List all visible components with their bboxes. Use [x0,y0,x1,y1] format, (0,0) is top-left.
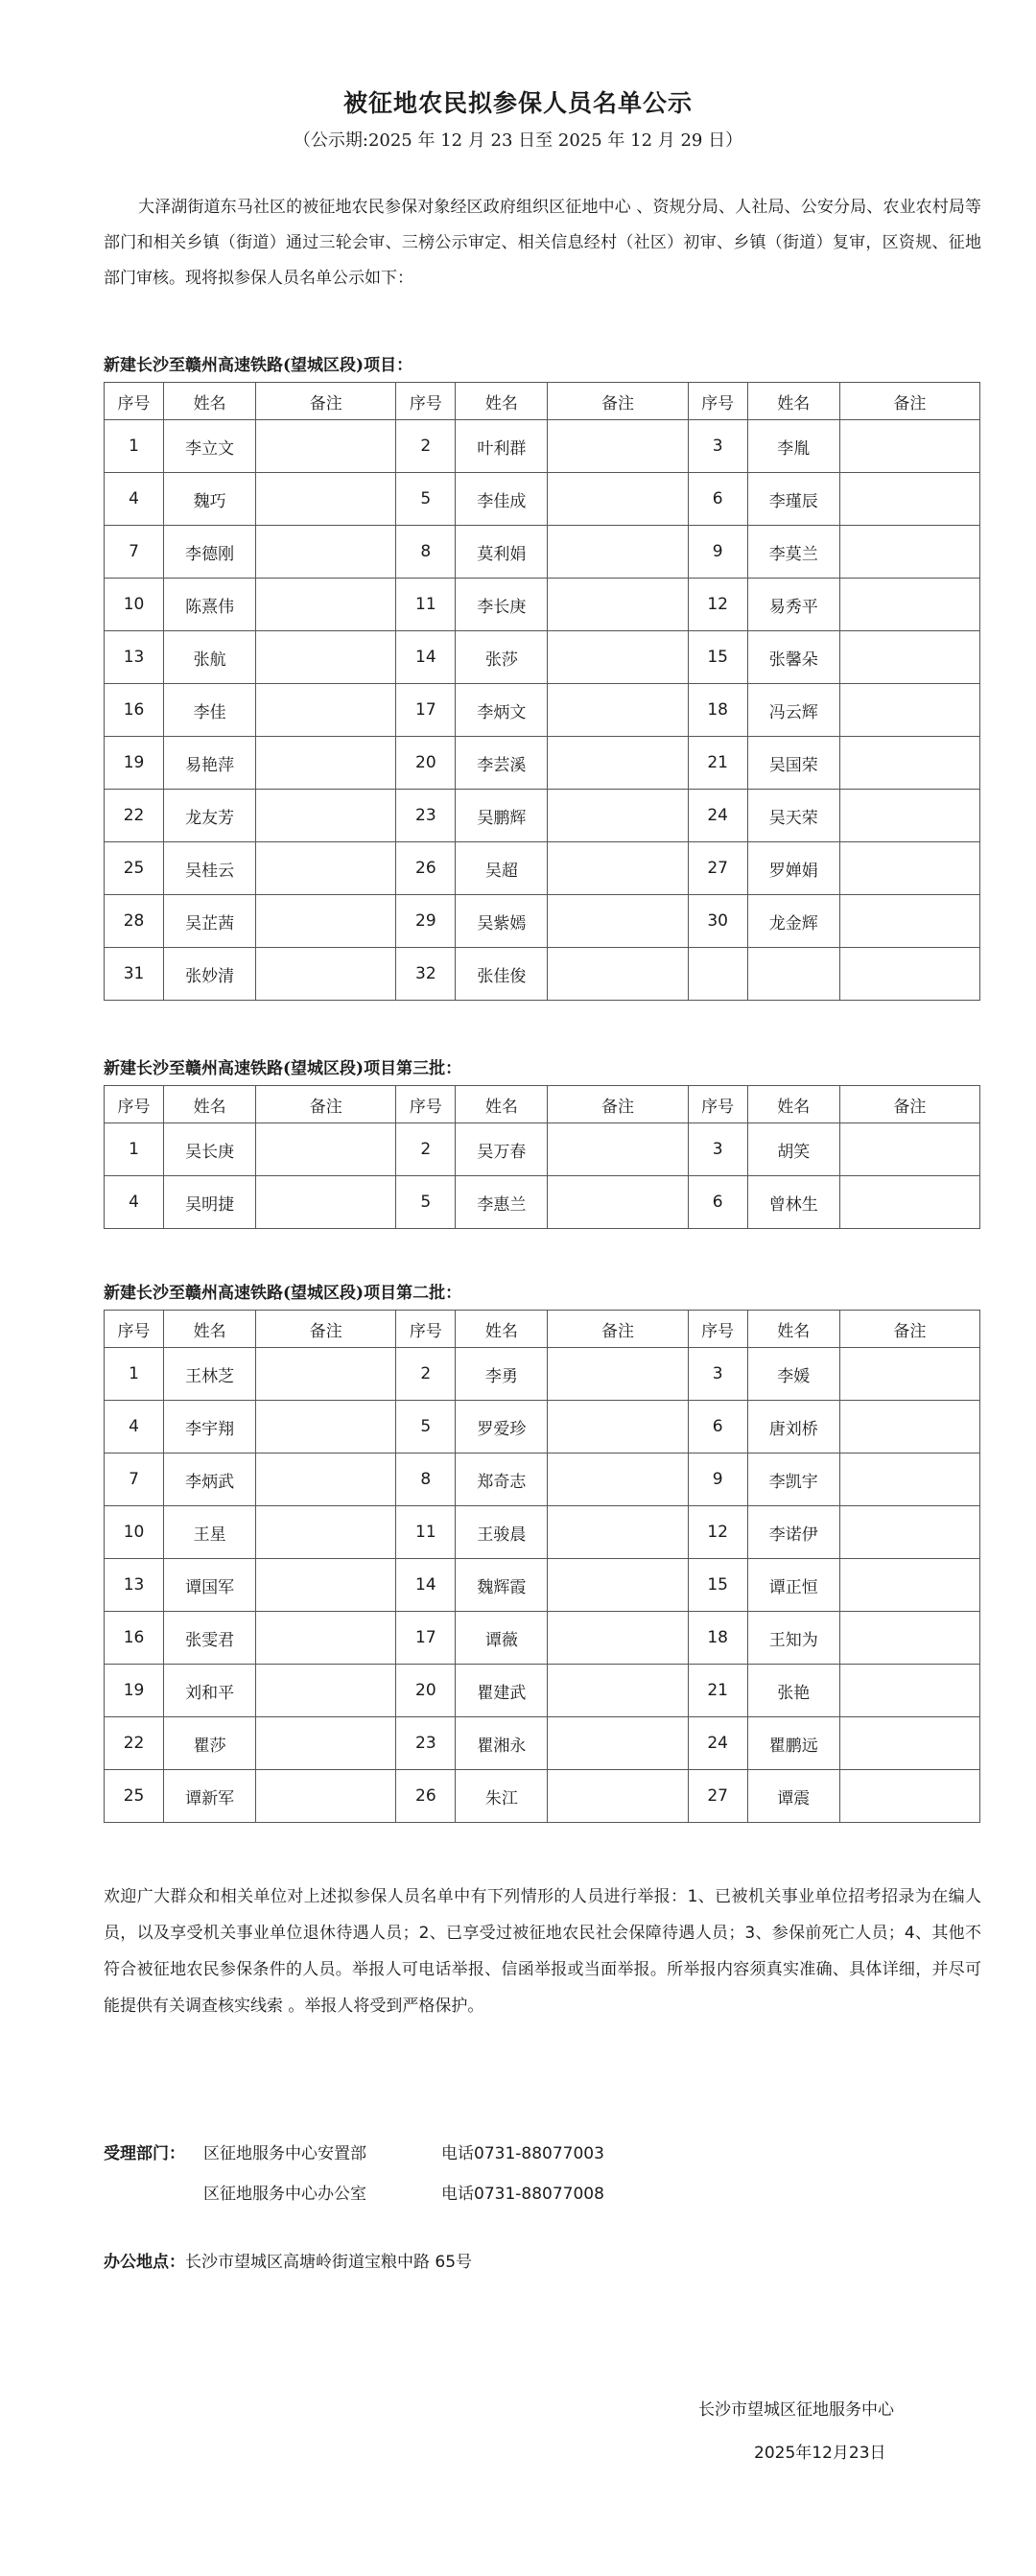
cell-note [839,1401,979,1453]
header-name: 姓名 [164,383,256,420]
cell-no: 23 [396,1717,456,1770]
cell-note [839,790,979,842]
cell-note [839,842,979,895]
department-phone: 电话0731-88077008 [441,2185,604,2204]
section-title-second-batch: 新建长沙至赣州高速铁路(望城区段)项目第二批： [104,1284,462,1303]
cell-note [839,948,979,1001]
issue-date: 2025年12月23日 [754,2444,886,2463]
cell-name: 张航 [164,631,256,684]
cell-no: 11 [396,579,456,631]
cell-note [839,420,979,473]
table-row [105,1770,980,1823]
header-name: 姓名 [164,1311,256,1348]
cell-no [688,948,747,1001]
contact-label: 受理部门： [104,2144,185,2163]
cell-note [548,1612,688,1665]
cell-name: 易秀平 [747,579,839,631]
cell-no: 6 [688,1176,747,1229]
cell-name: 王星 [164,1506,256,1559]
cell-note [256,1506,396,1559]
cell-note [256,842,396,895]
table-row [105,526,980,579]
cell-name: 易艳萍 [164,737,256,790]
cell-name: 李瑾辰 [747,473,839,526]
table-row [105,1176,980,1229]
cell-no: 17 [396,684,456,737]
cell-name: 冯云辉 [747,684,839,737]
cell-note [256,1717,396,1770]
cell-name: 吴超 [456,842,548,895]
table-header-row [105,1311,980,1348]
cell-no: 19 [105,737,164,790]
cell-note [256,473,396,526]
cell-name: 瞿莎 [164,1717,256,1770]
header-no: 序号 [396,1086,456,1123]
cell-name: 李凯宇 [747,1453,839,1506]
cell-no: 15 [688,631,747,684]
cell-name: 吴万春 [456,1123,548,1176]
cell-note [548,1665,688,1717]
cell-no: 21 [688,1665,747,1717]
office-label: 办公地点： [104,2253,185,2272]
cell-no: 6 [688,1401,747,1453]
cell-no: 16 [105,684,164,737]
cell-name [747,948,839,1001]
table-row [105,420,980,473]
cell-no: 28 [105,895,164,948]
header-name: 姓名 [456,1086,548,1123]
cell-note [548,737,688,790]
cell-name: 吴鹏辉 [456,790,548,842]
cell-note [256,1348,396,1401]
cell-note [839,1665,979,1717]
cell-note [548,526,688,579]
table-row [105,1612,980,1665]
cell-note [256,1612,396,1665]
cell-note [839,1770,979,1823]
header-name: 姓名 [456,383,548,420]
table-row [105,684,980,737]
cell-note [256,684,396,737]
table-row [105,1123,980,1176]
cell-no: 31 [105,948,164,1001]
cell-name: 谭薇 [456,1612,548,1665]
cell-note [256,526,396,579]
roster-table-second-batch [104,1310,980,1823]
table-row [105,473,980,526]
cell-name: 魏巧 [164,473,256,526]
cell-note [256,1770,396,1823]
table-row [105,579,980,631]
cell-no: 8 [396,526,456,579]
cell-name: 罗爱珍 [456,1401,548,1453]
cell-no: 3 [688,420,747,473]
cell-no: 12 [688,1506,747,1559]
cell-note [548,579,688,631]
cell-note [548,895,688,948]
cell-name: 王林芝 [164,1348,256,1401]
header-note: 备注 [256,383,396,420]
cell-note [548,842,688,895]
cell-no: 5 [396,473,456,526]
cell-note [548,948,688,1001]
cell-no: 26 [396,1770,456,1823]
header-no: 序号 [105,383,164,420]
cell-name: 李媛 [747,1348,839,1401]
cell-note [839,473,979,526]
cell-no: 1 [105,1348,164,1401]
table-row [105,1453,980,1506]
cell-no: 16 [105,1612,164,1665]
table-row [105,1665,980,1717]
cell-note [548,1770,688,1823]
cell-note [839,1176,979,1229]
cell-name: 王骏晨 [456,1506,548,1559]
cell-name: 张妙清 [164,948,256,1001]
cell-name: 吴桂云 [164,842,256,895]
cell-no: 7 [105,1453,164,1506]
header-note: 备注 [256,1311,396,1348]
cell-name: 瞿鹏远 [747,1717,839,1770]
roster-table-third-batch [104,1085,980,1229]
cell-name: 张雯君 [164,1612,256,1665]
header-note: 备注 [548,383,688,420]
cell-name: 张莎 [456,631,548,684]
cell-note [256,790,396,842]
table-row [105,948,980,1001]
cell-no: 6 [688,473,747,526]
cell-no: 4 [105,1176,164,1229]
cell-note [548,1453,688,1506]
table-row [105,631,980,684]
cell-name: 吴天荣 [747,790,839,842]
header-note: 备注 [548,1311,688,1348]
cell-no: 9 [688,1453,747,1506]
cell-note [256,1176,396,1229]
cell-name: 李胤 [747,420,839,473]
header-no: 序号 [105,1311,164,1348]
cell-note [548,1348,688,1401]
cell-no: 2 [396,420,456,473]
cell-no: 7 [105,526,164,579]
cell-note [548,1506,688,1559]
cell-no: 3 [688,1348,747,1401]
table-row [105,737,980,790]
header-no: 序号 [396,1311,456,1348]
cell-note [256,1123,396,1176]
cell-no: 11 [396,1506,456,1559]
table-row [105,1717,980,1770]
cell-no: 2 [396,1123,456,1176]
header-name: 姓名 [456,1311,548,1348]
cell-no: 1 [105,420,164,473]
cell-no: 26 [396,842,456,895]
cell-name: 吴明捷 [164,1176,256,1229]
cell-note [839,631,979,684]
cell-no: 24 [688,790,747,842]
table-row [105,1506,980,1559]
cell-no: 13 [105,1559,164,1612]
cell-name: 罗婵娟 [747,842,839,895]
cell-no: 21 [688,737,747,790]
cell-note [839,1612,979,1665]
header-name: 姓名 [747,383,839,420]
cell-note [548,420,688,473]
cell-name: 谭正恒 [747,1559,839,1612]
header-name: 姓名 [747,1086,839,1123]
cell-note [839,1123,979,1176]
cell-note [256,895,396,948]
cell-note [256,737,396,790]
page-title: 被征地农民拟参保人员名单公示 [342,89,693,117]
cell-no: 20 [396,737,456,790]
issuing-organization: 长沙市望城区征地服务中心 [698,2400,894,2420]
cell-no: 4 [105,1401,164,1453]
cell-no: 15 [688,1559,747,1612]
table-header-row [105,383,980,420]
office-row [104,2248,472,2272]
header-no: 序号 [688,383,747,420]
cell-no: 2 [396,1348,456,1401]
cell-name: 刘和平 [164,1665,256,1717]
cell-no: 27 [688,1770,747,1823]
cell-note [839,737,979,790]
cell-no: 5 [396,1176,456,1229]
section-title-third-batch: 新建长沙至赣州高速铁路(望城区段)项目第三批： [104,1059,462,1078]
department-name: 区征地服务中心办公室 [203,2185,366,2204]
cell-name: 莫利娟 [456,526,548,579]
cell-name: 李炳武 [164,1453,256,1506]
cell-no: 25 [105,842,164,895]
cell-note [256,1665,396,1717]
office-address: 长沙市望城区高塘岭街道宝粮中路 65号 [185,2253,473,2272]
cell-note [839,1717,979,1770]
intro-paragraph: 大泽湖街道东马社区的被征地农民参保对象经区政府组织区征地中心 、资规分局、人社局、公安分局、农业农村局等部门和相关乡镇（街道）通过三轮会审、三榜公示审定、相关信息经村（社区）初审、乡镇（街道）复审，区资规、征地部门审核。现将拟参保人员名单公示如下： [104,198,981,288]
cell-name: 李芸溪 [456,737,548,790]
table-row [105,1348,980,1401]
cell-no: 3 [688,1123,747,1176]
cell-no: 12 [688,579,747,631]
cell-no: 19 [105,1665,164,1717]
cell-name: 魏辉霞 [456,1559,548,1612]
cell-name: 吴紫嫣 [456,895,548,948]
cell-note [256,1453,396,1506]
cell-no: 9 [688,526,747,579]
cell-name: 张馨朵 [747,631,839,684]
header-no: 序号 [688,1311,747,1348]
header-name: 姓名 [164,1086,256,1123]
table-row [105,1401,980,1453]
cell-name: 吴国荣 [747,737,839,790]
cell-name: 朱江 [456,1770,548,1823]
cell-note [839,1506,979,1559]
header-name: 姓名 [747,1311,839,1348]
cell-name: 王知为 [747,1612,839,1665]
cell-note [548,684,688,737]
cell-note [839,895,979,948]
cell-no: 30 [688,895,747,948]
cell-note [256,631,396,684]
department-phone: 电话0731-88077003 [441,2144,604,2163]
cell-name: 李佳成 [456,473,548,526]
header-no: 序号 [688,1086,747,1123]
table-row [105,1559,980,1612]
cell-no: 24 [688,1717,747,1770]
cell-name: 李德刚 [164,526,256,579]
cell-note [256,948,396,1001]
cell-name: 李佳 [164,684,256,737]
table-row [105,842,980,895]
cell-no: 1 [105,1123,164,1176]
cell-note [839,579,979,631]
cell-no: 22 [105,1717,164,1770]
cell-name: 谭国军 [164,1559,256,1612]
cell-no: 18 [688,1612,747,1665]
header-note: 备注 [548,1086,688,1123]
cell-no: 17 [396,1612,456,1665]
cell-note [256,579,396,631]
cell-no: 25 [105,1770,164,1823]
cell-note [256,420,396,473]
cell-name: 李诺伊 [747,1506,839,1559]
cell-no: 8 [396,1453,456,1506]
cell-name: 瞿湘永 [456,1717,548,1770]
cell-name: 李宇翔 [164,1401,256,1453]
cell-no: 10 [105,1506,164,1559]
header-note: 备注 [839,383,979,420]
cell-name: 叶利群 [456,420,548,473]
cell-note [839,684,979,737]
cell-note [548,473,688,526]
cell-note [256,1401,396,1453]
cell-no: 27 [688,842,747,895]
table-row [105,895,980,948]
cell-no: 14 [396,1559,456,1612]
cell-note [256,1559,396,1612]
section-title-project: 新建长沙至赣州高速铁路(望城区段)项目： [104,356,413,375]
cell-no: 32 [396,948,456,1001]
cell-note [548,1401,688,1453]
header-note: 备注 [839,1311,979,1348]
cell-name: 唐刘桥 [747,1401,839,1453]
cell-note [839,1559,979,1612]
contact-row-1 [104,2139,185,2163]
cell-name: 陈熹伟 [164,579,256,631]
cell-no: 29 [396,895,456,948]
report-notice: 欢迎广大群众和相关单位对上述拟参保人员名单中有下列情形的人员进行举报：1、已被机关事业单位招考招录为在编人员，以及享受机关事业单位退休待遇人员；2、已享受过被征地农民社会保障待遇人员；3、参保前死亡人员；4、其他不符合被征地农民参保条件的人员。举报人可电话举报、信函举报或当面举报。所举报内容须真实准确、具体详细，并尽可能提供有关调查核实线索 。举报人将受到严格保护。 [104,1887,981,2016]
cell-no: 20 [396,1665,456,1717]
cell-note [548,790,688,842]
cell-name: 胡笑 [747,1123,839,1176]
cell-name: 张佳俊 [456,948,548,1001]
cell-note [839,526,979,579]
cell-no: 5 [396,1401,456,1453]
cell-name: 瞿建武 [456,1665,548,1717]
cell-no: 10 [105,579,164,631]
cell-no: 13 [105,631,164,684]
header-note: 备注 [256,1086,396,1123]
header-no: 序号 [396,383,456,420]
cell-name: 郑奇志 [456,1453,548,1506]
cell-name: 李莫兰 [747,526,839,579]
cell-note [548,1176,688,1229]
header-note: 备注 [839,1086,979,1123]
roster-table-project [104,382,980,1001]
cell-name: 龙友芳 [164,790,256,842]
table-row [105,790,980,842]
cell-no: 4 [105,473,164,526]
cell-name: 李立文 [164,420,256,473]
header-no: 序号 [105,1086,164,1123]
cell-name: 吴芷茜 [164,895,256,948]
cell-note [548,1717,688,1770]
cell-name: 谭新军 [164,1770,256,1823]
department-name: 区征地服务中心安置部 [203,2144,366,2163]
cell-name: 吴长庚 [164,1123,256,1176]
cell-no: 23 [396,790,456,842]
cell-name: 龙金辉 [747,895,839,948]
cell-name: 谭震 [747,1770,839,1823]
cell-name: 李长庚 [456,579,548,631]
cell-name: 李炳文 [456,684,548,737]
cell-name: 曾林生 [747,1176,839,1229]
cell-note [839,1348,979,1401]
publicity-period: （公示期:2025 年 12 月 23 日至 2025 年 12 月 29 日） [293,130,743,151]
cell-no: 22 [105,790,164,842]
cell-name: 李惠兰 [456,1176,548,1229]
cell-name: 李勇 [456,1348,548,1401]
table-header-row [105,1086,980,1123]
cell-note [548,1123,688,1176]
cell-name: 张艳 [747,1665,839,1717]
cell-note [839,1453,979,1506]
cell-no: 14 [396,631,456,684]
cell-no: 18 [688,684,747,737]
cell-note [548,1559,688,1612]
cell-note [548,631,688,684]
